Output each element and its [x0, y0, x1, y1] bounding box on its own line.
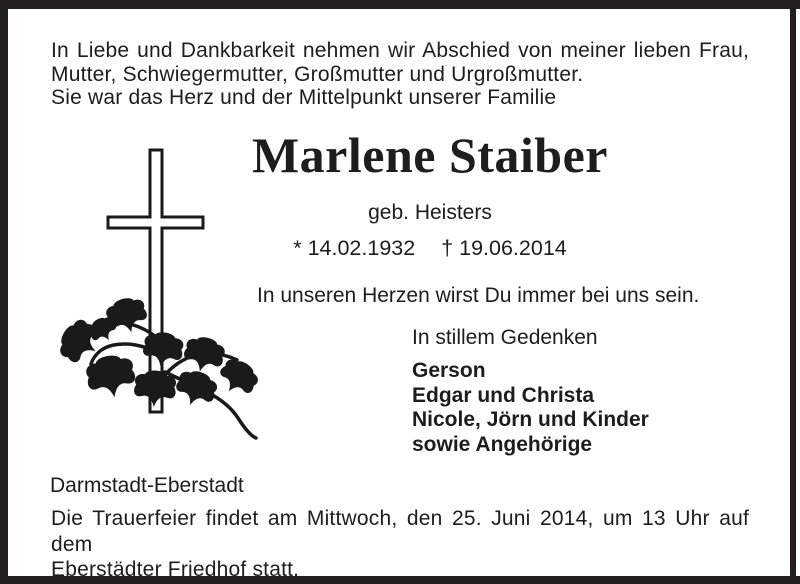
intro-line-1: In Liebe und Dankbarkeit nehmen wir Abschied von meiner lieben Frau,: [51, 39, 749, 62]
funeral-line-2: Eberstädter Friedhof statt.: [51, 558, 300, 581]
condolence-label: In stillem Gedenken: [412, 326, 598, 349]
frame-border-left: [0, 0, 8, 584]
deceased-name: Marlene Staiber: [251, 127, 608, 183]
memorial-line: In unseren Herzen wirst Du immer bei uns sein.: [257, 284, 700, 307]
mourner-name: Nicole, Jörn und Kinder: [412, 408, 649, 432]
intro-line-2: Mutter, Schwiegermutter, Großmutter und Urgroßmutter.: [51, 62, 584, 86]
funeral-info: [51, 506, 749, 583]
death-date: † 19.06.2014: [441, 236, 567, 260]
life-dates: [112, 236, 748, 261]
cross-with-ivy-icon: [55, 140, 270, 460]
intro-paragraph: [51, 39, 749, 110]
mourner-name: Gerson: [412, 359, 486, 382]
frame-border-top: [0, 0, 800, 9]
condolence-block: [412, 325, 649, 458]
mourner-name: sowie Angehörige: [412, 433, 593, 457]
intro-line-3: Sie war das Herz und der Mittelpunkt unserer Familie: [51, 86, 557, 109]
funeral-line-1: Die Trauerfeier findet am Mittwoch, den 25. Juni 2014, um 13 Uhr auf dem: [51, 507, 749, 556]
city-line: Darmstadt-Eberstadt: [50, 474, 244, 497]
mourners-list: [412, 359, 649, 458]
birth-date: * 14.02.1932: [293, 236, 416, 260]
maiden-name: geb. Heisters: [368, 201, 492, 224]
mourner-name: Edgar und Christa: [412, 383, 595, 407]
frame-border-right: [790, 9, 796, 584]
